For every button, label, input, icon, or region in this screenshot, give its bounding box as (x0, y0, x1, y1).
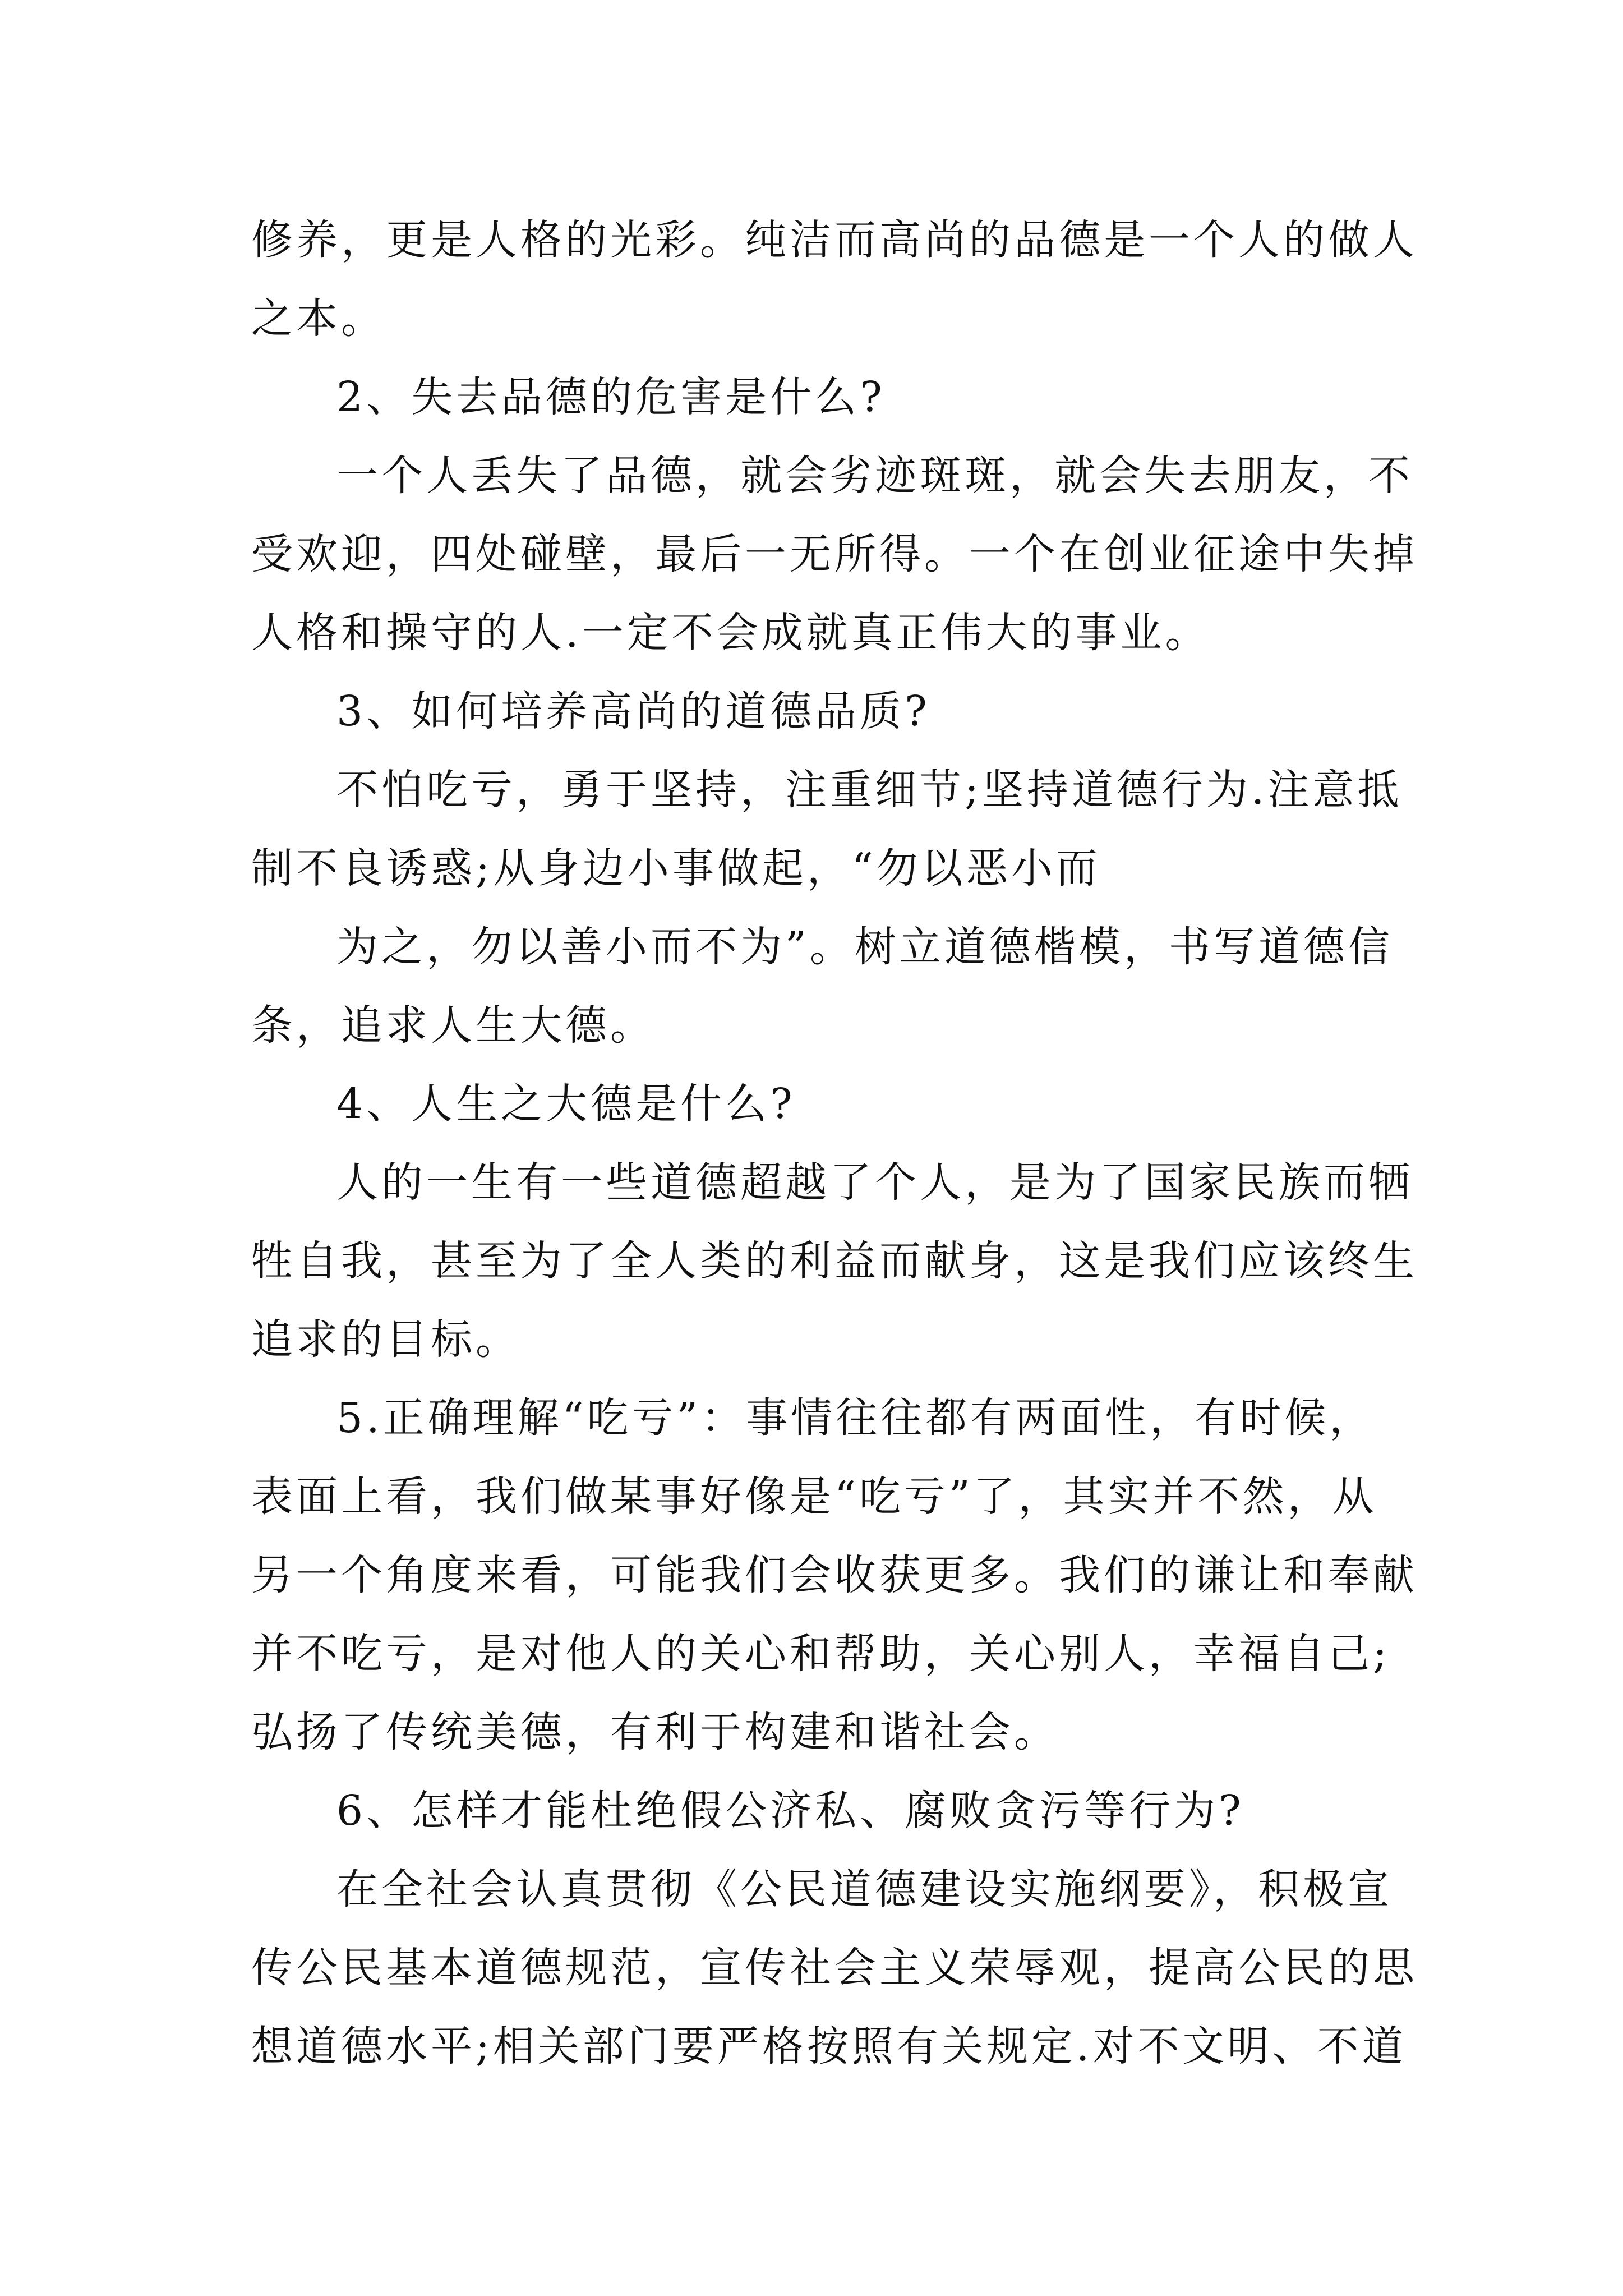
text-line: 人的一生有一些道德超越了个人，是为了国家民族而牺 (336, 1158, 1413, 1207)
question-heading: 2、失去品德的危害是什么? (336, 373, 886, 421)
question-heading: 6、怎样才能杜绝假公济私、腐败贪污等行为? (336, 1787, 1244, 1835)
question-heading: 3、如何培养高尚的道德品质? (336, 687, 930, 735)
text-line: 弘扬了传统美德，有利于构建和谐社会。 (251, 1708, 1059, 1756)
text-line: 人格和操守的人.一定不会成就真正伟大的事业。 (251, 609, 1210, 657)
question-heading: 4、人生之大德是什么? (336, 1080, 796, 1128)
text-line: 一个人丢失了品德，就会劣迹斑斑，就会失去朋友，不 (336, 452, 1413, 500)
text-line: 不怕吃亏，勇于坚持，注重细节;坚持道德行为.注意抵 (336, 766, 1403, 814)
question-heading: 5.正确理解“吃亏”：事情往往都有两面性，有时候， (336, 1394, 1375, 1442)
text-line: 另一个角度来看，可能我们会收获更多。我们的谦让和奉献 (251, 1551, 1418, 1599)
text-line: 之本。 (251, 295, 386, 343)
text-line: 受欢迎，四处碰壁，最后一无所得。一个在创业征途中失掉 (251, 530, 1418, 578)
text-line: 为之，勿以善小而不为”。树立道德楷模，书写道德信 (336, 923, 1393, 971)
text-line: 修养，更是人格的光彩。纯洁而高尚的品德是一个人的做人 (251, 216, 1418, 264)
text-line: 牲自我，甚至为了全人类的利益而献身，这是我们应该终生 (251, 1237, 1418, 1285)
text-line: 在全社会认真贯彻《公民道德建设实施纲要》，积极宣 (336, 1865, 1393, 1913)
text-line: 表面上看，我们做某事好像是“吃亏”了，其实并不然，从 (251, 1473, 1377, 1521)
text-line: 条，追求人生大德。 (251, 1001, 655, 1050)
text-line: 制不良诱惑;从身边小事做起，“勿以恶小而 (251, 844, 1101, 892)
text-line: 想道德水平;相关部门要严格按照有关规定.对不文明、不道 (251, 2022, 1407, 2070)
text-line: 追求的目标。 (251, 1315, 520, 1364)
text-line: 并不吃亏，是对他人的关心和帮助，关心别人，幸福自己; (251, 1630, 1390, 1678)
text-line: 传公民基本道德规范，宣传社会主义荣辱观，提高公民的思 (251, 1944, 1418, 1992)
